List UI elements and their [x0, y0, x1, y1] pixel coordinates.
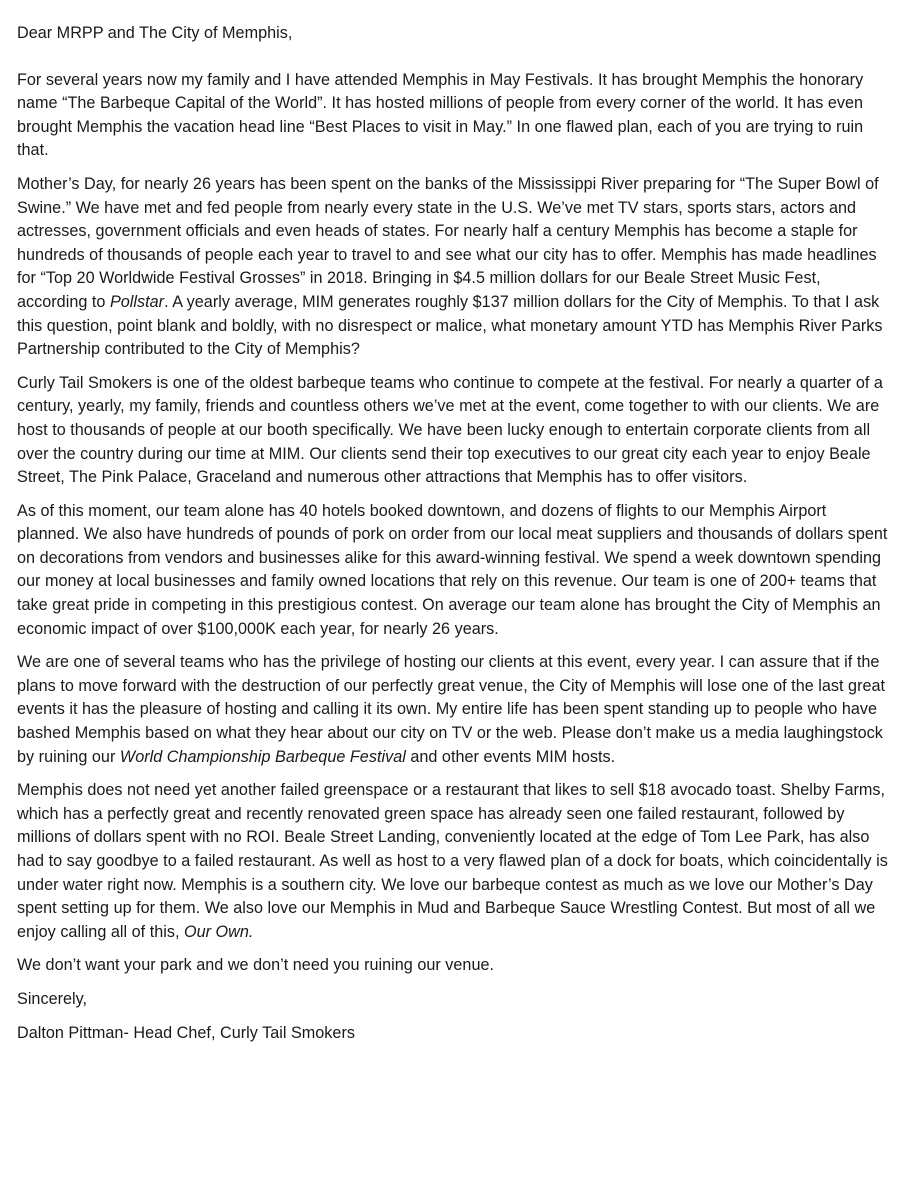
paragraph-text: . A yearly average, MIM generates roughly $137 million dollars for the City of Memphis. To that I ask this question, point blank and boldly, with no disrespect or malice, what monetary amount YTD has Memphis River Parks Partnership contributed to the City of Memphis? — [17, 292, 883, 359]
letter-document — [17, 22, 891, 1045]
paragraph-text: We don’t want your park and we don’t need you ruining our venue. — [17, 956, 495, 975]
letter-paragraph-7 — [17, 954, 891, 978]
letter-paragraph-6 — [17, 779, 891, 944]
paragraph-text: Curly Tail Smokers is one of the oldest barbeque teams who continue to compete at the festival. For nearly a quarter of a century, yearly, my family, friends and countless others we’ve met at the event, come together to with our clients. We are host to thousands of people at our booth specifically. We have been lucky enough to entertain corporate clients from all over the country during our time at MIM. Our clients send their top executives to our great city each year to enjoy Beale Street, The Pink Palace, Graceland and numerous other attractions that Memphis has to offer visitors. — [17, 373, 883, 487]
italic-our-own: Our Own. — [184, 922, 254, 941]
letter-salutation: Dear MRPP and The City of Memphis, — [17, 24, 293, 42]
paragraph-text: For several years now my family and I have attended Memphis in May Festivals. It has brought Memphis the honorary name “The Barbeque Capital of the World”. It has hosted millions of people from every corner of the world. It has even brought Memphis the vacation head line “Best Places to visit in May.” In one flawed plan, each of you are trying to ruin that. — [17, 70, 864, 160]
letter-paragraph-5 — [17, 651, 891, 769]
paragraph-text: We are one of several teams who has the privilege of hosting our clients at this event, every year. I can assure that if the plans to move forward with the destruction of our perfectly great venue, the City of Memphis will lose one of the last great events it has the pleasure of hosting and calling it its own. My entire life has been spent standing up to people who have bashed Memphis based on what they hear about our city on TV or the web. Please don’t make us a media laughingstock by ruining our — [17, 653, 886, 766]
letter-paragraph-3 — [17, 372, 891, 490]
italic-festival-name: World Championship Barbeque Festival — [119, 747, 406, 766]
letter-signature: Dalton Pittman- Head Chef, Curly Tail Smokers — [17, 1023, 355, 1042]
paragraph-text: Memphis does not need yet another failed greenspace or a restaurant that likes to sell $18 avocado toast. Shelby Farms, which has a perfectly great and recently renovated green space has already seen one failed restaurant, followed by millions of dollars spent with no ROI. Beale Street Landing, conveniently located at the edge of Tom Lee Park, has also had to say goodbye to a failed restaurant. As well as host to a very flawed plan of a dock for boats, which coincidentally is under water right now. Memphis is a southern city. We love our barbeque contest as much as we love our Mother’s Day spent setting up for them. We also love our Memphis in Mud and Barbeque Sauce Wrestling Contest. But most of all we enjoy calling all of this, — [17, 781, 888, 941]
italic-publication-name: Pollstar — [109, 292, 165, 311]
letter-closing: Sincerely, — [17, 989, 88, 1008]
paragraph-text: and other events MIM hosts. — [405, 747, 616, 766]
letter-paragraph-2 — [17, 173, 891, 362]
paragraph-text: Mother’s Day, for nearly 26 years has been spent on the banks of the Mississippi River preparing for “The Super Bowl of Swine.” We have met and fed people from nearly every state in the U.S. We’ve met TV stars, sports stars, actors and actresses, government officials and even heads of states. For nearly half a century Memphis has become a staple for hundreds of thousands of people each year to travel to and see what our city has to offer. Memphis has made headlines for “Top 20 Worldwide Festival Grosses” in 2018. Bringing in $4.5 million dollars for our Beale Street Music Fest, according to — [17, 174, 879, 311]
letter-paragraph-1 — [17, 69, 891, 163]
paragraph-text: As of this moment, our team alone has 40 hotels booked downtown, and dozens of flights to our Memphis Airport planned. We also have hundreds of pounds of pork on order from our local meat suppliers and thousands of dollars spent on decorations from vendors and businesses alike for this award-winning festival. We spend a week downtown spending our money at local businesses and family owned locations that rely on this revenue. Our team is one of 200+ teams that take great pride in competing in this prestigious contest. On average our team alone has brought the City of Memphis an economic impact of over $100,000K each year, for nearly 26 years. — [17, 501, 888, 638]
letter-paragraph-4 — [17, 500, 891, 642]
